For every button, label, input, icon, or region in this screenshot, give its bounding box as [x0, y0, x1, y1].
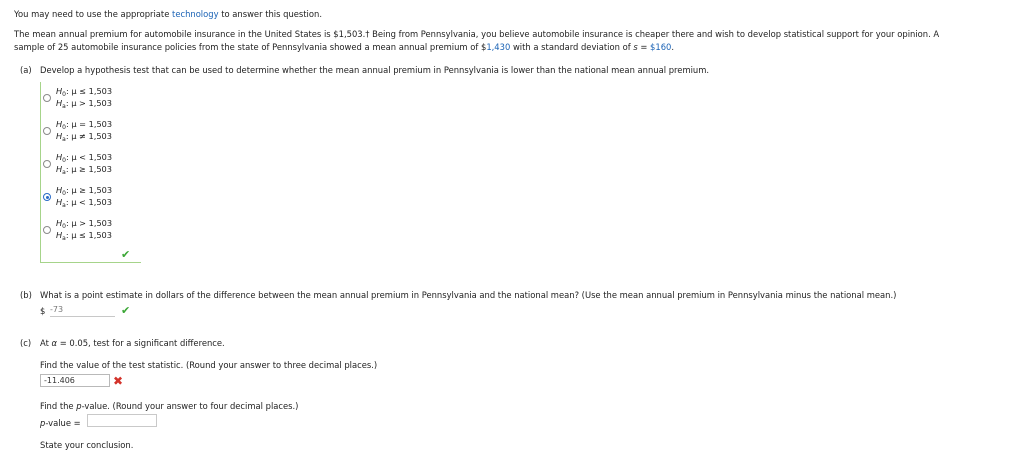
part-c-label: (c)	[20, 338, 32, 348]
option-3-h0: $H_0$: μ < 1,503	[56, 152, 113, 164]
conclusion-prompt: State your conclusion.	[40, 440, 134, 450]
option-1-ha: $H_a$: μ > 1,503	[56, 98, 112, 110]
option-2-h0: $H_0$: μ = 1,503	[56, 119, 113, 131]
correct-check-icon: ✔	[121, 304, 131, 317]
radio-option-1[interactable]	[43, 94, 51, 102]
correct-check-icon: ✔	[121, 248, 131, 261]
problem-line-1: The mean annual premium for automobile insurance in the United States is $1,503.† Being from Pennsylvania, you believe automobile insurance is cheaper there and wish to develop statistical support for your opinion. A	[14, 29, 940, 39]
part-c-alpha-text: At α = 0.05, test for a significant difference.	[40, 338, 225, 348]
radio-option-4[interactable]	[43, 193, 51, 201]
option-1-h0: $H_0$: μ ≤ 1,503	[56, 86, 113, 98]
test-statistic-input[interactable]: -11.406	[40, 374, 110, 387]
problem-line-2: sample of 25 automobile insurance policies from the state of Pennsylvania showed a mean annual premium of $1,430 with a standard deviation of s = $160.	[14, 42, 675, 52]
incorrect-x-icon: ✖	[113, 374, 124, 388]
option-4-h0: $H_0$: μ ≥ 1,503	[56, 185, 113, 197]
part-a-label: (a)	[20, 65, 32, 75]
option-2-ha: $H_a$: μ ≠ 1,503	[56, 131, 112, 143]
test-statistic-prompt: Find the value of the test statistic. (Round your answer to three decimal places.)	[40, 360, 378, 370]
p-value-input[interactable]	[87, 414, 157, 427]
radio-option-2[interactable]	[43, 127, 51, 135]
point-estimate-input[interactable]: -73	[50, 304, 115, 317]
option-3-ha: $H_a$: μ ≥ 1,503	[56, 164, 112, 176]
p-value-prompt: Find the p-value. (Round your answer to four decimal places.)	[40, 401, 299, 411]
option-5-ha: $H_a$: μ ≤ 1,503	[56, 230, 112, 242]
part-a-question: Develop a hypothesis test that can be used to determine whether the mean annual premium in Pennsylvania is lower than the national mean annual premium.	[40, 65, 710, 75]
instruction-text: You may need to use the appropriate technology to answer this question.	[14, 9, 322, 19]
radio-option-5[interactable]	[43, 226, 51, 234]
radio-option-3[interactable]	[43, 160, 51, 168]
currency-symbol: $	[40, 306, 46, 316]
option-4-ha: $H_a$: μ < 1,503	[56, 197, 112, 209]
technology-link[interactable]: technology	[172, 9, 219, 19]
p-value-label: p-value =	[40, 418, 81, 428]
option-5-h0: $H_0$: μ > 1,503	[56, 218, 113, 230]
part-b-question: What is a point estimate in dollars of the difference between the mean annual premium in Pennsylvania and the national mean? (Use the mean annual premium in Pennsylvania minus the national mean.)	[40, 290, 897, 300]
part-b-label: (b)	[20, 290, 32, 300]
